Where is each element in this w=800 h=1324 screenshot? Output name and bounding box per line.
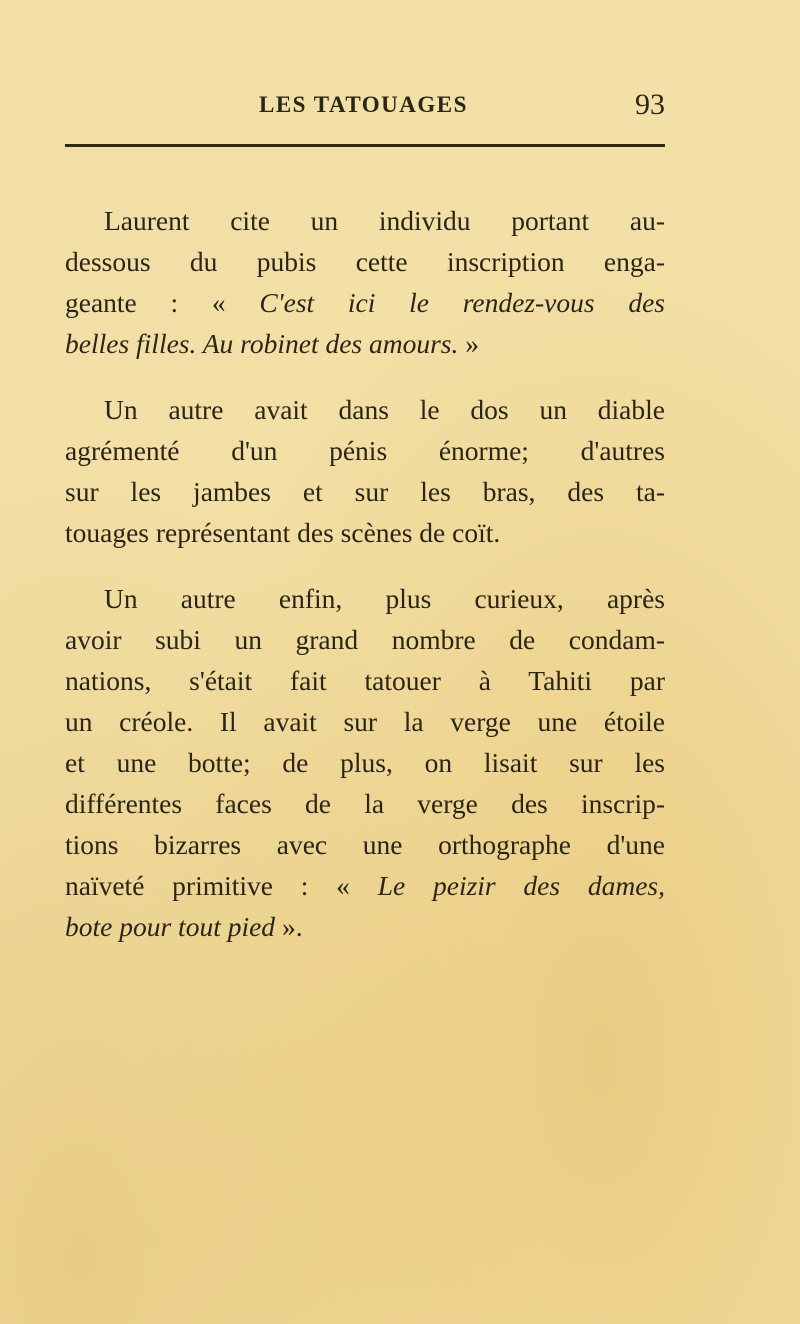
text-span: tions bizarres avec une orthographe d'une — [65, 829, 665, 860]
text-line — [65, 430, 665, 471]
paragraph-2 — [65, 389, 665, 553]
text-span: un créole. Il avait sur la verge une étoile — [65, 706, 665, 737]
body-text — [65, 200, 665, 972]
text-line — [65, 471, 665, 512]
text-line — [65, 865, 665, 906]
header-rule — [65, 144, 665, 147]
text-line — [65, 200, 665, 241]
text-span: Un autre avait dans le dos un diable — [104, 394, 665, 425]
text-line — [65, 660, 665, 701]
text-line — [65, 824, 665, 865]
text-line — [65, 742, 665, 783]
text-span: et une botte; de plus, on lisait sur les — [65, 747, 665, 778]
text-span: nations, s'était fait tatouer à Tahiti par — [65, 665, 665, 696]
text-span: » — [458, 328, 480, 359]
text-span: touages représentant des scènes de coït. — [65, 517, 501, 548]
italic-quote: bote pour tout pied — [65, 911, 276, 942]
text-span: naïveté primitive : « — [65, 870, 378, 901]
text-span: différentes faces de la verge des inscrip- — [65, 788, 665, 819]
paragraph-3 — [65, 578, 665, 947]
text-span: Un autre enfin, plus curieux, après — [104, 583, 665, 614]
text-line — [65, 906, 665, 947]
text-line — [65, 578, 665, 619]
text-span: avoir subi un grand nombre de condam- — [65, 624, 665, 655]
text-line — [65, 323, 665, 364]
running-head-title: LES TATOUAGES — [259, 92, 468, 117]
italic-quote: belles filles. Au robinet des amours. — [65, 328, 459, 359]
text-span: ». — [275, 911, 303, 942]
text-line — [65, 619, 665, 660]
text-line — [65, 783, 665, 824]
text-span: sur les jambes et sur les bras, des ta- — [65, 476, 665, 507]
italic-quote: C'est ici le rendez-vous des — [259, 287, 665, 318]
text-line — [65, 389, 665, 430]
text-line — [65, 282, 665, 323]
paragraph-1 — [65, 200, 665, 364]
italic-quote: Le peizir des dames, — [377, 870, 665, 901]
text-span: geante : « — [65, 287, 260, 318]
text-span: agrémenté d'un pénis énorme; d'autres — [65, 435, 665, 466]
page-number: 93 — [635, 88, 665, 121]
text-span: Laurent cite un individu portant au- — [104, 205, 665, 236]
running-head — [65, 88, 665, 132]
text-line — [65, 701, 665, 742]
text-line — [65, 241, 665, 282]
text-line — [65, 512, 665, 553]
text-span: dessous du pubis cette inscription enga- — [65, 246, 665, 277]
book-page — [65, 88, 665, 942]
